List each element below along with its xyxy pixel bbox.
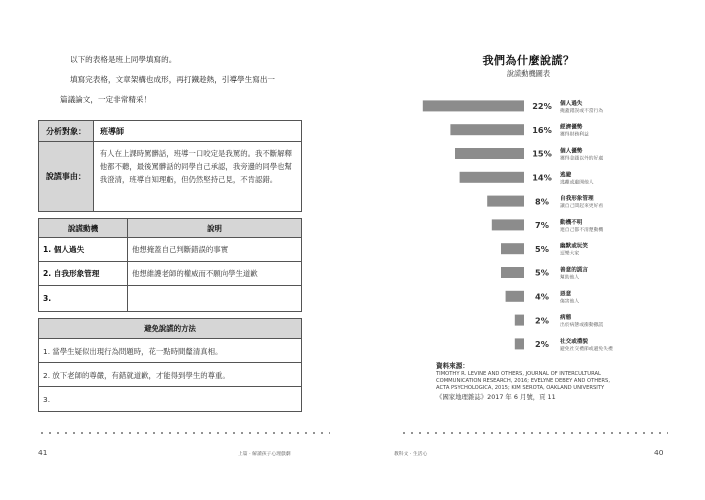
list-item: 2. 放下老師的尊嚴，有錯就道歉，才能得到學生的尊重。 [39, 364, 301, 387]
page-number: 40 [654, 448, 664, 457]
category-desc: 逃離或避開他人 [560, 180, 594, 186]
bar [506, 291, 524, 302]
bar [423, 100, 524, 111]
category-desc: 逗樂大家 [560, 251, 580, 257]
category-label: 經濟優勢 [560, 124, 583, 131]
subject-row [39, 121, 301, 142]
category-label: 自我形象管理 [560, 196, 594, 203]
bar [455, 148, 524, 159]
bar [450, 124, 524, 135]
bar [492, 219, 524, 230]
subject-label: 分析對象： [39, 121, 94, 141]
source-label: 資料來源： [436, 362, 469, 370]
bar [501, 243, 524, 254]
right-page [352, 0, 705, 500]
avoid-table-header: 避免說謊的方法 [39, 319, 301, 339]
category-label: 病態 [560, 315, 572, 322]
running-footer: 上篇 · 解讀孩子心理戲劇 [238, 452, 291, 457]
desc-cell: 他想掩蓋自己判斷錯誤的事實 [132, 245, 229, 254]
desc-cell: 他想維護老師的權威而不願向學生道歉 [132, 269, 258, 278]
bar [501, 267, 524, 278]
left-page [0, 0, 352, 500]
category-desc: 掩蓋錯誤或不當行為 [560, 108, 604, 114]
source-line: TIMOTHY R. LEVINE AND OTHERS, JOURNAL OF INTERCULTURAL [436, 371, 601, 377]
motive-cell: 1. 個人過失 [39, 238, 128, 261]
value-label: 8% [535, 196, 549, 207]
value-label: 7% [535, 220, 549, 231]
intro-line-2: 填寫完表格，文章架構也成形，再打鐵趁熱，引導學生寫出一 [70, 75, 276, 84]
category-label: 個人優勢 [560, 148, 583, 155]
category-desc: 出於病態或衝動撒謊 [560, 323, 604, 329]
lying-motives-chart [352, 84, 705, 364]
category-desc: 連自己都不清楚動機 [560, 227, 604, 233]
motive-cell: 3. [39, 286, 128, 311]
value-label: 14% [532, 172, 552, 183]
page-number: 41 [38, 448, 48, 457]
motive-table-header [39, 219, 301, 238]
source-citation: 《國家地理雜誌》2017 年 6 月號，頁 11 [436, 393, 556, 401]
list-item: 3. [43, 395, 51, 404]
value-label: 4% [535, 291, 549, 302]
category-desc: 幫助他人 [560, 275, 580, 281]
reason-label: 說謊事由： [39, 142, 94, 211]
source-line: COMMUNICATION RESEARCH, 2016; EVELYNE DEBEY AND OTHERS, [436, 378, 610, 384]
intro-text [60, 50, 325, 110]
bar [487, 196, 524, 207]
desc-cell [128, 286, 301, 311]
category-label: 動機不明 [560, 219, 583, 226]
table-row [39, 238, 301, 262]
motive-header: 說謊動機 [39, 219, 128, 237]
motive-table [38, 218, 302, 312]
category-desc: 獲得財務利益 [560, 132, 589, 138]
motive-cell: 2. 自我形象管理 [39, 262, 128, 285]
source-block [436, 363, 676, 401]
dotted-divider [400, 432, 668, 434]
value-label: 16% [532, 124, 552, 135]
chart-title: 我們為什麼說謊？ [482, 54, 575, 67]
value-label: 5% [535, 267, 549, 278]
value-label: 5% [535, 243, 549, 254]
category-desc: 獲得金錢以外的好處 [560, 156, 604, 162]
value-label: 2% [535, 315, 549, 326]
analysis-subject-box [38, 120, 302, 212]
value-label: 22% [532, 101, 552, 112]
category-desc: 避免社交禮節或避免失禮 [560, 346, 613, 352]
category-label: 社交或禮貌 [560, 338, 588, 345]
list-item: 1. 當學生疑似出現行為問題時，花一點時間釐清真相。 [39, 340, 301, 363]
value-label: 15% [532, 148, 552, 159]
running-footer: 教科文 · 生活心 [394, 452, 428, 457]
table-row [39, 262, 301, 286]
category-desc: 傷害他人 [560, 299, 580, 305]
dotted-divider [38, 432, 330, 434]
avoid-lying-table [38, 318, 302, 412]
bar [460, 172, 524, 183]
table-row [39, 286, 301, 311]
bar [515, 315, 524, 326]
source-line: ACTA PSYCHOLOGICA, 2015; KIM SEROTA, OAKLAND UNIVERSITY [436, 385, 605, 391]
reason-text: 有人在上課時罵髒話，班導一口咬定是我罵的。我不斷解釋他都不聽，最後罵髒話的同學自己承認，我旁邊的同學也幫我澄清，班導自知理虧，但仍然堅持己見，不肯認錯。 [99, 149, 292, 184]
value-label: 2% [535, 339, 549, 350]
chart-subtitle: 說謊動機圖表 [506, 69, 551, 78]
bar [515, 338, 524, 349]
category-desc: 讓自己間起來更好看 [560, 204, 604, 210]
category-label: 惡意 [560, 291, 572, 298]
category-label: 個人過失 [560, 100, 583, 107]
desc-header: 說明 [207, 223, 222, 233]
subject-value: 班導師 [100, 126, 124, 136]
intro-line-1: 以下的表格是班上同學填寫的。 [70, 55, 177, 64]
category-label: 逃避 [560, 172, 572, 179]
category-label: 幽默或玩笑 [560, 243, 588, 250]
category-label: 善意的謊言 [560, 267, 588, 274]
intro-line-3: 篇議論文，一定非常精采！ [60, 95, 152, 104]
reason-row [39, 142, 301, 211]
